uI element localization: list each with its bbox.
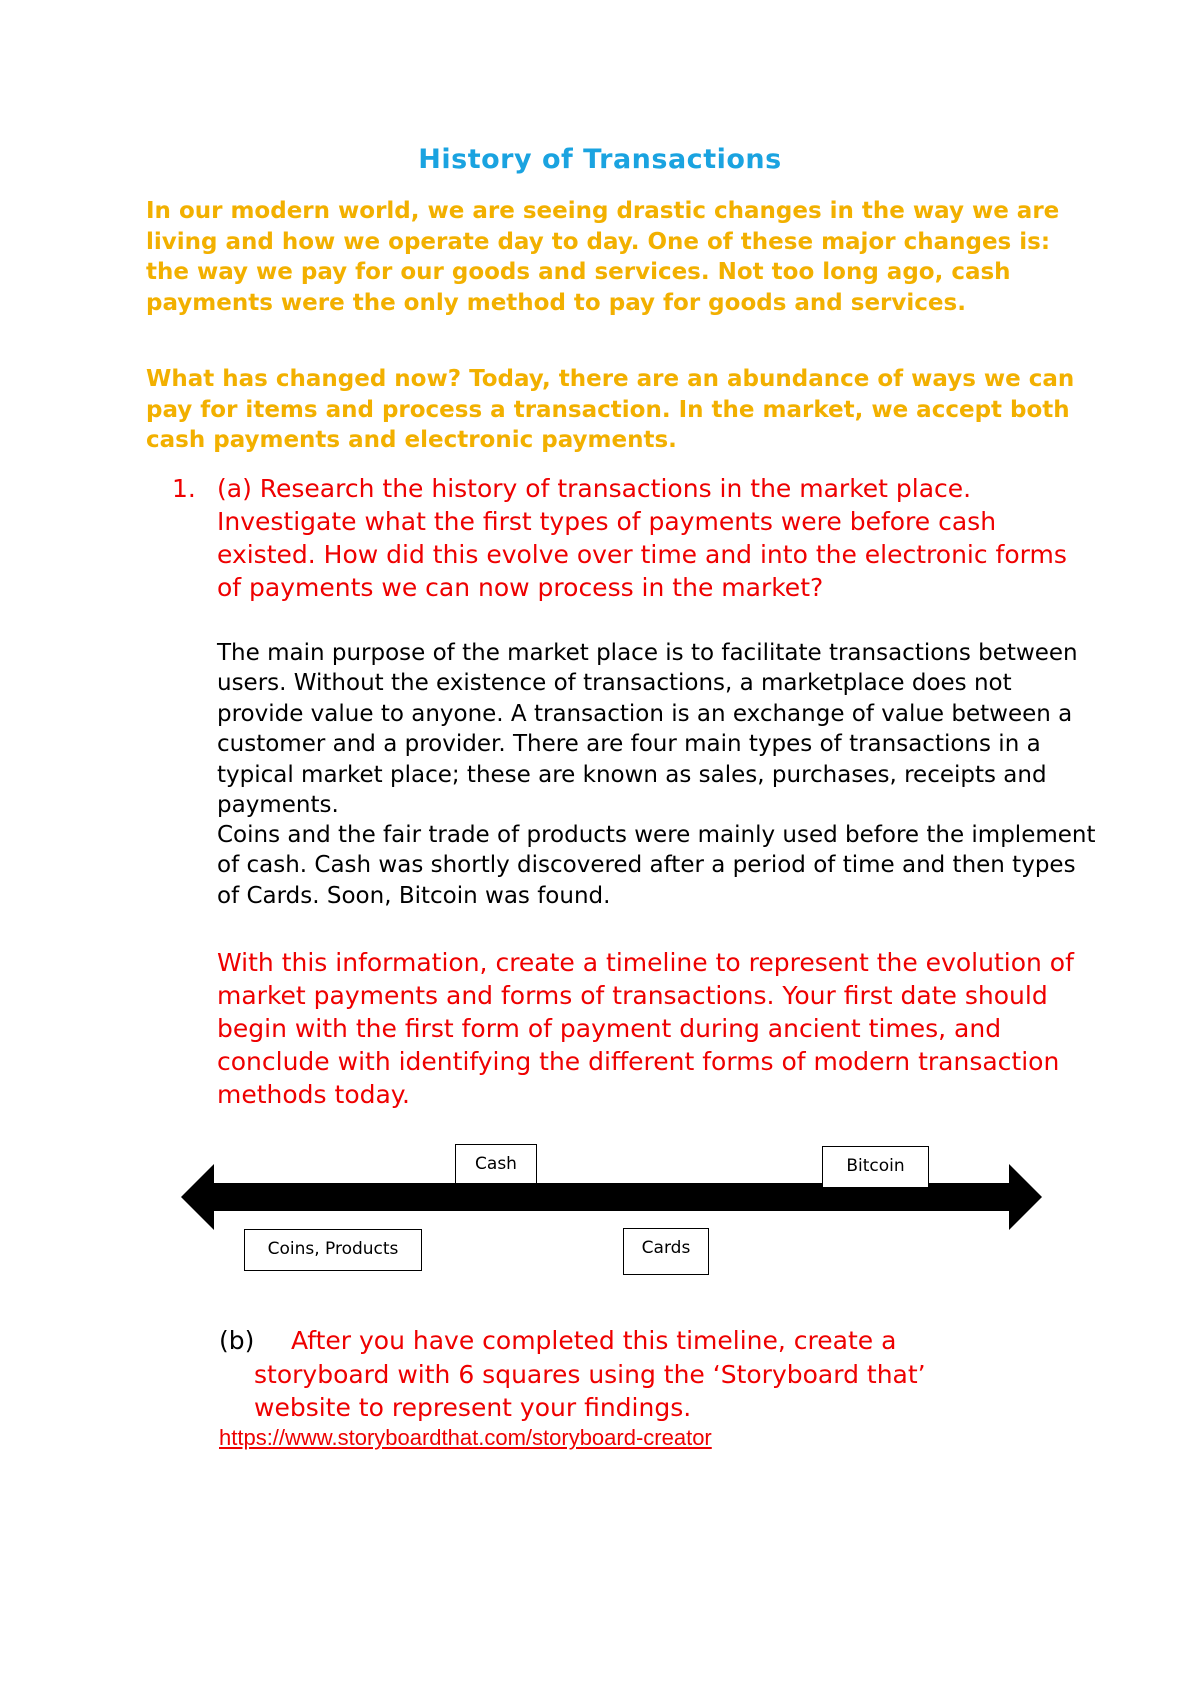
question-number: 1. (172, 474, 196, 503)
answer-paragraph-1: The main purpose of the market place is to facilitate transactions between users. Without the existence of transactions, a marketplace does not provide value to anyone. A transaction is an exchange of value between a customer and a provider. There are four main types of transactions in a typical market place; these are known as sales, purchases, receipts and payments. (217, 640, 1078, 819)
timeline-label-bitcoin: Bitcoin (822, 1146, 929, 1188)
intro-paragraph-1: In our modern world, we are seeing drastic changes in the way we are living and how we operate day to day. One of these major changes is: the way we pay for our goods and services. Not too long ago, cash payments were the only method to pay for goods and services. (146, 198, 1060, 316)
storyboard-link[interactable]: https://www.storyboardthat.com/storyboard-creator (219, 1425, 712, 1450)
page-title: History of Transactions (418, 144, 782, 175)
intro-paragraph-2: What has changed now? Today, there are an abundance of ways we can pay for items and process a transaction. In the market, we accept both cash payments and electronic payments. (146, 366, 1075, 453)
timeline-label-cards: Cards (623, 1228, 709, 1275)
part-b-text: After you have completed this timeline, create a storyboard with 6 squares using the ‘Storyboard that’ website to represent your findings. (254, 1326, 926, 1422)
timeline-label-coins-products: Coins, Products (244, 1229, 422, 1271)
part-b-label: (b) (219, 1326, 255, 1355)
timeline-label-cash: Cash (455, 1144, 537, 1184)
timeline-instruction: With this information, create a timeline to represent the evolution of market payments and forms of transactions. Your first date should begin with the first form of payment during ancient times, and conclude with identifying the different forms of modern transaction methods today. (217, 948, 1074, 1109)
question-1a-text: (a) Research the history of transactions in the market place. Investigate what the first types of payments were before cash existed. How did this evolve over time and into the electronic forms of payments we can now process in the market? (217, 474, 1067, 602)
answer-paragraph-2: Coins and the fair trade of products were mainly used before the implement of cash. Cash was shortly discovered after a period of time and then types of Cards. Soon, Bitcoin was found. (217, 822, 1096, 909)
